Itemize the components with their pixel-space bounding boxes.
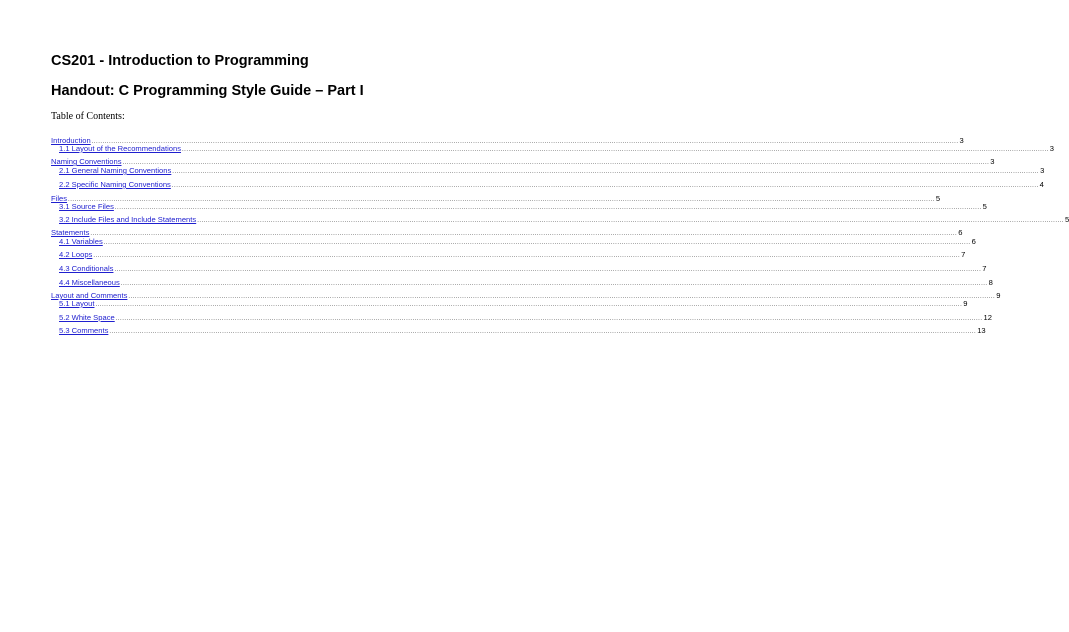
toc-link[interactable]: 2.2 Specific Naming Conventions bbox=[59, 180, 171, 189]
toc-entry[interactable] bbox=[59, 201, 987, 212]
toc-entry[interactable] bbox=[59, 277, 993, 288]
toc-page-number: 5 bbox=[1065, 215, 1069, 224]
handout-title: Handout: C Programming Style Guide – Part I bbox=[51, 83, 364, 99]
toc-page-number: 8 bbox=[988, 278, 993, 287]
toc-link[interactable]: 5.2 White Space bbox=[59, 313, 115, 322]
toc-link[interactable]: Introduction bbox=[51, 136, 91, 145]
toc-link[interactable]: Statements bbox=[51, 228, 90, 237]
toc-link[interactable]: 2.1 General Naming Conventions bbox=[59, 166, 172, 175]
toc-leader: ................................................................................................................................................................................................................................................................................................................................................................................................................ bbox=[93, 253, 961, 259]
toc-leader: ................................................................................................................................................................................................................................................................................................................................................................................................................ bbox=[103, 240, 971, 246]
toc-link[interactable]: Naming Conventions bbox=[51, 157, 122, 166]
toc-page-number: 12 bbox=[983, 313, 992, 322]
toc-entry[interactable] bbox=[59, 298, 968, 309]
course-title: CS201 - Introduction to Programming bbox=[51, 53, 309, 69]
toc-link[interactable]: 4.4 Miscellaneous bbox=[59, 278, 120, 287]
toc-leader: ................................................................................................................................................................................................................................................................................................................................................................................................................ bbox=[122, 160, 990, 166]
toc-page-number: 3 bbox=[959, 136, 964, 145]
toc-page-number: 7 bbox=[961, 250, 966, 259]
toc-link[interactable]: 5.1 Layout bbox=[59, 299, 95, 308]
toc-entry[interactable] bbox=[59, 249, 966, 260]
toc-page-number: 7 bbox=[982, 264, 987, 273]
toc-page-number: 13 bbox=[977, 326, 986, 335]
toc-link[interactable]: Layout and Comments bbox=[51, 291, 128, 300]
toc-entry[interactable] bbox=[59, 214, 1069, 225]
toc-page-number: 3 bbox=[1049, 144, 1055, 153]
toc-page-number: 5 bbox=[982, 202, 987, 211]
toc-link[interactable]: 3.1 Source Files bbox=[59, 202, 114, 211]
toc-link[interactable]: 3.2 Include Files and Include Statements bbox=[59, 215, 197, 224]
toc-link[interactable]: 5.3 Comments bbox=[59, 326, 109, 335]
toc-leader: ................................................................................................................................................................................................................................................................................................................................................................................................................ bbox=[90, 231, 958, 237]
toc-leader: ................................................................................................................................................................................................................................................................................................................................................................................................................ bbox=[182, 147, 1049, 153]
toc-link[interactable]: 1.1 Layout of the Recommendations bbox=[59, 144, 181, 153]
toc-leader: ................................................................................................................................................................................................................................................................................................................................................................................................................ bbox=[109, 329, 977, 335]
toc-leader: ................................................................................................................................................................................................................................................................................................................................................................................................................ bbox=[114, 267, 982, 273]
toc-leader: ................................................................................................................................................................................................................................................................................................................................................................................................................ bbox=[91, 139, 959, 145]
toc-entry[interactable] bbox=[59, 143, 1055, 154]
toc-page-number: 3 bbox=[1040, 166, 1045, 175]
toc-leader: ................................................................................................................................................................................................................................................................................................................................................................................................................ bbox=[120, 281, 988, 287]
toc-link[interactable]: 4.1 Variables bbox=[59, 237, 103, 246]
toc-page-number: 4 bbox=[1039, 180, 1044, 189]
toc-page-number: 6 bbox=[958, 228, 963, 237]
toc-link[interactable]: 4.3 Conditionals bbox=[59, 264, 114, 273]
toc-leader: ................................................................................................................................................................................................................................................................................................................................................................................................................ bbox=[172, 169, 1040, 175]
toc-link[interactable]: Files bbox=[51, 194, 68, 203]
toc-leader: ................................................................................................................................................................................................................................................................................................................................................................................................................ bbox=[171, 183, 1039, 189]
toc-page-number: 6 bbox=[971, 237, 976, 246]
toc-entry[interactable] bbox=[59, 165, 1045, 176]
toc-heading: Table of Contents: bbox=[51, 111, 125, 122]
toc-leader: ................................................................................................................................................................................................................................................................................................................................................................................................................ bbox=[114, 205, 982, 211]
toc-entry[interactable] bbox=[59, 263, 987, 274]
toc-link[interactable]: 4.2 Loops bbox=[59, 250, 93, 259]
toc-page-number: 9 bbox=[996, 291, 1001, 300]
toc-page-number: 9 bbox=[963, 299, 968, 308]
toc-leader: ................................................................................................................................................................................................................................................................................................................................................................................................................ bbox=[115, 316, 983, 322]
toc-entry[interactable] bbox=[59, 179, 1044, 190]
toc-entry[interactable] bbox=[59, 236, 976, 247]
toc-entry[interactable] bbox=[59, 312, 992, 323]
toc-leader: ................................................................................................................................................................................................................................................................................................................................................................................................................ bbox=[68, 197, 935, 203]
toc-page-number: 5 bbox=[935, 194, 941, 203]
toc-leader: ................................................................................................................................................................................................................................................................................................................................................................................................................ bbox=[197, 218, 1064, 224]
toc-leader: ................................................................................................................................................................................................................................................................................................................................................................................................................ bbox=[95, 302, 963, 308]
toc-page-number: 3 bbox=[990, 157, 995, 166]
toc-entry[interactable] bbox=[59, 325, 986, 336]
toc-leader: ................................................................................................................................................................................................................................................................................................................................................................................................................ bbox=[128, 294, 996, 300]
